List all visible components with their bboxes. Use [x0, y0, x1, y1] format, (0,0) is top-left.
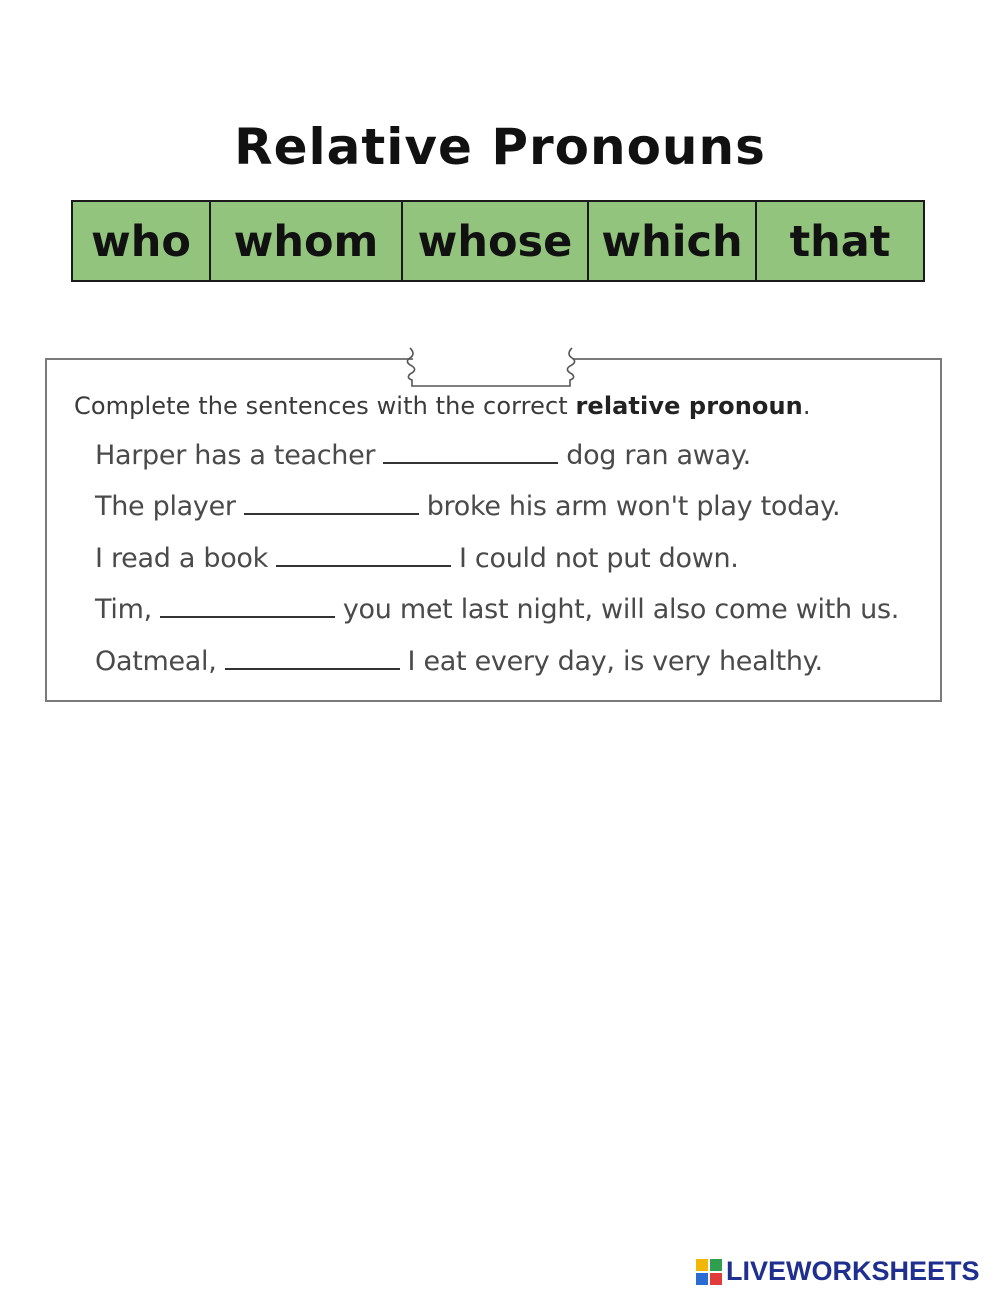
- answer-blank-1[interactable]: [383, 438, 558, 464]
- sentence-2: The player broke his arm won't play today.: [95, 491, 841, 522]
- sentence-5: Oatmeal, I eat every day, is very healthy.: [95, 646, 823, 677]
- word-bank-item-whose: whose: [403, 202, 589, 280]
- word-bank-item-that: that: [789, 217, 891, 267]
- sentence-4: Tim, you met last night, will also come with us.: [95, 594, 900, 625]
- box-tab-decoration: [402, 346, 592, 390]
- sentence-1: Harper has a teacher dog ran away.: [95, 440, 751, 471]
- sentence-3: I read a book I could not put down.: [95, 543, 739, 574]
- word-bank: [71, 200, 925, 282]
- word-bank-item-who: who: [73, 202, 211, 280]
- logo-text: LIVEWORKSHEETS: [726, 1256, 980, 1286]
- answer-blank-4[interactable]: [160, 592, 335, 618]
- liveworksheets-logo: [696, 1256, 980, 1287]
- word-bank-item-whom: whom: [211, 202, 403, 280]
- answer-blank-2[interactable]: [244, 489, 419, 515]
- answer-blank-3[interactable]: [276, 541, 451, 567]
- page-title: Relative Pronouns: [234, 118, 766, 176]
- answer-blank-5[interactable]: [225, 644, 400, 670]
- logo-squares-icon: [696, 1259, 722, 1285]
- word-bank-item-which: which: [589, 202, 757, 280]
- instruction-text: Complete the sentences with the correct relative pronoun.: [74, 392, 811, 420]
- exercise-box: [45, 358, 942, 702]
